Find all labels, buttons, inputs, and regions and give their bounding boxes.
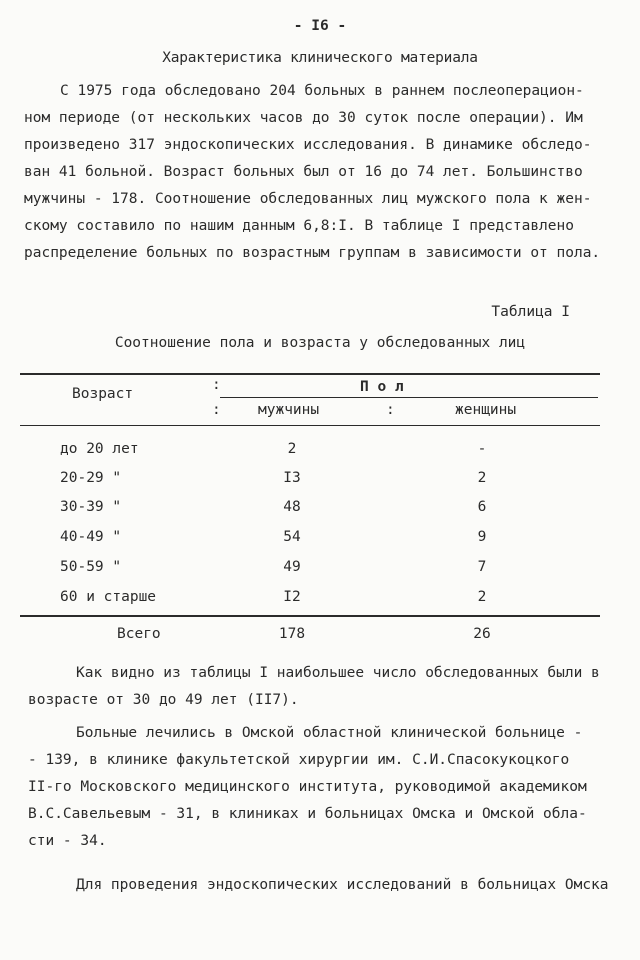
table-top-rule bbox=[20, 373, 600, 375]
table-label: Таблица I bbox=[491, 304, 570, 320]
cell-women: 6 bbox=[477, 499, 487, 515]
text-line: В.С.Савельевым - 31, в клиниках и больницах Омска и Омской обла- bbox=[28, 806, 587, 822]
section-heading: Характеристика клинического материала bbox=[162, 50, 478, 66]
header-colon: : bbox=[212, 377, 221, 393]
cell-women: - bbox=[477, 441, 487, 457]
header-age: Возраст bbox=[72, 386, 134, 402]
table-row bbox=[0, 470, 640, 496]
paragraph-endoscopy bbox=[58, 872, 610, 899]
table-row bbox=[0, 559, 640, 585]
paragraph-table-summary bbox=[28, 660, 610, 714]
text-line: Для проведения эндоскопических исследований в больницах Омска bbox=[76, 877, 609, 893]
cell-age: 60 и старше bbox=[60, 589, 157, 605]
table-title: Соотношение пола и возраста у обследованных лиц bbox=[114, 335, 526, 351]
header-men: мужчины bbox=[258, 402, 320, 418]
cell-total-men: 178 bbox=[278, 626, 306, 642]
cell-age: 20-29 " bbox=[60, 470, 122, 486]
cell-men: I3 bbox=[283, 470, 301, 486]
table-row bbox=[0, 589, 640, 615]
cell-men: 49 bbox=[283, 559, 301, 575]
paragraph-hospitals bbox=[28, 720, 610, 855]
page-number: - I6 - bbox=[293, 18, 347, 34]
text-line: произведено 317 эндоскопических исследования. В динамике обследо- bbox=[24, 137, 592, 153]
cell-age: 40-49 " bbox=[60, 529, 122, 545]
cell-women: 2 bbox=[477, 589, 487, 605]
text-line: мужчины - 178. Соотношение обследованных лиц мужского пола к жен- bbox=[24, 191, 592, 207]
text-line: С 1975 года обследовано 204 больных в раннем послеоперацион- bbox=[60, 83, 584, 99]
table-total-row bbox=[0, 626, 640, 652]
cell-women: 7 bbox=[477, 559, 487, 575]
text-line: возрасте от 30 до 49 лет (II7). bbox=[28, 692, 299, 708]
table-row bbox=[0, 529, 640, 555]
header-women: женщины bbox=[455, 402, 517, 418]
header-colon: : bbox=[386, 402, 395, 418]
header-sex: П о л bbox=[360, 379, 404, 395]
cell-total-women: 26 bbox=[473, 626, 491, 642]
cell-men: 54 bbox=[283, 529, 301, 545]
text-line: распределение больных по возрастным группам в зависимости от пола. bbox=[24, 245, 601, 261]
text-line: - 139, в клинике факультетской хирургии им. С.И.Спасокукоцкого bbox=[28, 752, 570, 768]
cell-total-label: Всего bbox=[117, 626, 161, 642]
text-line: сти - 34. bbox=[28, 833, 107, 849]
table-row bbox=[0, 499, 640, 525]
cell-men: I2 bbox=[283, 589, 301, 605]
cell-age: 30-39 " bbox=[60, 499, 122, 515]
text-line: II-го Московского медицинского института, руководимой академиком bbox=[28, 779, 587, 795]
cell-age: до 20 лет bbox=[60, 441, 139, 457]
text-line: Больные лечились в Омской областной клинической больнице - bbox=[76, 725, 583, 741]
header-mid-rule bbox=[220, 397, 598, 398]
paragraph-intro bbox=[24, 78, 610, 267]
table-row bbox=[0, 441, 640, 467]
text-line: Как видно из таблицы I наибольшее число обследованных были в bbox=[76, 665, 600, 681]
text-line: ном периоде (от нескольких часов до 30 суток после операции). Им bbox=[24, 110, 583, 126]
header-bottom-rule bbox=[20, 425, 600, 426]
cell-men: 48 bbox=[283, 499, 301, 515]
cell-age: 50-59 " bbox=[60, 559, 122, 575]
table-bottom-rule bbox=[20, 615, 600, 617]
text-line: скому составило по нашим данным 6,8:I. В таблице I представлено bbox=[24, 218, 574, 234]
cell-men: 2 bbox=[287, 441, 297, 457]
text-line: ван 41 больной. Возраст больных был от 16 до 74 лет. Большинство bbox=[24, 164, 583, 180]
header-colon: : bbox=[212, 402, 221, 418]
cell-women: 2 bbox=[477, 470, 487, 486]
cell-women: 9 bbox=[477, 529, 487, 545]
